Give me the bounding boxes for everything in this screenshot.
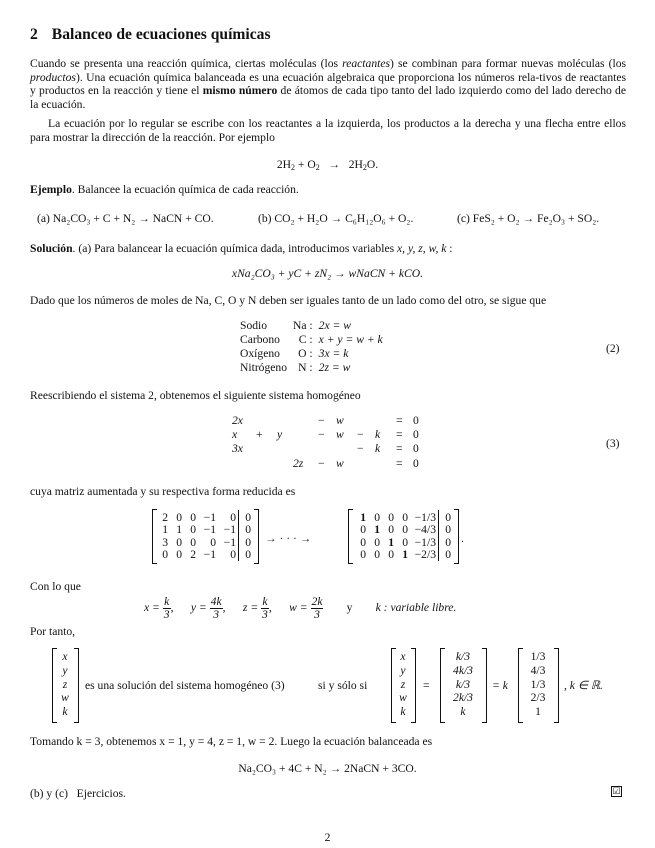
system-cell: 0: [413, 442, 419, 456]
vector-entry: k/3: [455, 650, 471, 663]
system-row: [0, 414, 655, 428]
system-cell: −: [357, 442, 364, 456]
fraction-numerator: 4k: [210, 595, 222, 608]
matrix-entry: 0: [388, 511, 394, 524]
system-row: [0, 442, 655, 456]
solucion-statement: [30, 242, 626, 256]
vector-column: [55, 650, 75, 719]
matrix-entry: 0: [374, 511, 380, 524]
matrix-entry: 0: [176, 511, 182, 524]
matrix-entry: 0: [245, 535, 251, 549]
element-name: Nitrógeno: [240, 361, 288, 375]
solucion-colon: :: [446, 242, 453, 255]
matrix-column: [354, 511, 366, 560]
eq-term: O.: [366, 158, 379, 171]
system-cell: x: [232, 428, 238, 442]
element-row: [237, 333, 386, 347]
vector-entry: z: [400, 677, 406, 691]
system-cell: k: [375, 442, 381, 456]
matrix-column: [168, 511, 182, 560]
intro-paragraph: [30, 57, 626, 111]
ejemplo-text: . Balancee la ecuación química de cada reacción.: [71, 183, 299, 196]
matrix-entry: 3: [162, 535, 168, 549]
vector-column: [394, 650, 412, 719]
matrix-entry: −1: [203, 547, 216, 561]
eq-term: 2H: [348, 158, 363, 171]
bracket-left: [152, 509, 157, 564]
system-row: [0, 428, 655, 442]
vector-entry: 2/3: [530, 691, 546, 705]
vector-entry: 1/3: [530, 677, 546, 691]
page-number: 2: [324, 831, 331, 844]
system-cell: 2x: [232, 414, 243, 427]
problem-a: (a) Na₂CO₃ + C + N₂ → NaCN + CO.: [37, 212, 214, 225]
matrix-entry: 0: [445, 523, 451, 537]
sol-conjunction: y: [346, 601, 353, 615]
qed-checkbox-icon: ☑: [612, 786, 621, 796]
vector-text-2: si y sólo si: [318, 679, 368, 692]
system-cell: =: [396, 442, 403, 456]
matrix-entry: 0: [176, 547, 182, 561]
term-mismo-numero: mismo número: [202, 84, 278, 98]
matrix-entry: 1: [374, 523, 380, 537]
bracket-right: [482, 648, 487, 723]
system-cell: 3x: [232, 442, 243, 456]
solucion-text: . (a) Para balancear la ecuación química dada, introducimos variables: [72, 242, 398, 255]
matrix-entry: 0: [402, 511, 408, 524]
vector-entry: 4k/3: [453, 663, 473, 677]
matrix-column: [408, 511, 436, 560]
bc-exercises: (b) y (c) Ejercicios.: [30, 787, 126, 800]
system-cell: =: [396, 414, 403, 427]
fraction-numerator: 2k: [311, 595, 323, 608]
matrix-entry: 1: [162, 523, 168, 537]
eq-subscript: 2: [290, 163, 295, 172]
vector-entry: x: [400, 650, 406, 663]
matrix-column: [216, 511, 236, 560]
sol-y-fraction: [210, 596, 223, 621]
eq-arrow: →: [328, 158, 341, 171]
intro-text-4: de átomos de cada tipo tanto del lado izquierdo como del lado derecho de la ecuación.: [30, 84, 626, 111]
matrix-column: [182, 511, 196, 560]
element-row: [237, 347, 386, 361]
bracket-right: [254, 509, 259, 564]
system-cell: w: [336, 456, 344, 470]
matrix-entry: 0: [374, 547, 380, 561]
system-cell: −: [318, 428, 325, 442]
fraction-numerator: k: [262, 595, 268, 608]
vector-text-1: es una solución del sistema homogéneo (3): [85, 679, 285, 692]
vector-entry: k/3: [455, 677, 471, 691]
system-cell: 2z: [293, 456, 304, 470]
system-cell: −: [357, 428, 364, 442]
matrix-period: .: [461, 532, 464, 545]
vector-column: [443, 650, 483, 719]
matrix-column: [158, 511, 168, 560]
vector-entry: y: [62, 663, 68, 677]
vector-entry: w: [61, 691, 69, 705]
system-cell: −: [318, 414, 325, 427]
element-system: [237, 319, 386, 375]
fraction-denominator: 3: [163, 608, 170, 621]
balanced-equation: Na₂CO₃ + 4C + N₂ → 2NaCN + 3CO.: [238, 762, 417, 775]
matrix-column: [238, 511, 251, 560]
eq-term: 2H: [276, 158, 291, 171]
matrix-entry: 0: [388, 547, 394, 561]
system-cell: w: [336, 414, 344, 427]
element-symbol: Na :: [293, 319, 313, 333]
vector-domain: , k ∈ ℝ.: [564, 679, 603, 692]
element-name: Sodio: [240, 319, 268, 333]
matrix-entry: 0: [230, 547, 236, 561]
vector-entry: 1/3: [530, 650, 546, 663]
system-cell: −: [318, 456, 325, 470]
bracket-left: [348, 509, 353, 564]
matrix-entry: 0: [210, 535, 216, 549]
vector-entry: k: [62, 705, 68, 719]
matrix-entry: −4/3: [414, 523, 436, 537]
element-row: [237, 319, 386, 333]
vector-entry: 1: [535, 705, 541, 719]
matrix-entry: 1: [360, 511, 366, 524]
solucion-vars: x, y, z, w, k: [397, 242, 447, 255]
matrix-entry: −1: [223, 523, 236, 537]
matrix-entry: 1: [176, 523, 182, 537]
system-row: [0, 457, 655, 471]
matrix-entry: 0: [190, 535, 196, 549]
system-cell: k: [375, 428, 381, 442]
matrix-entry: 0: [360, 547, 366, 561]
matrix-entry: 0: [245, 547, 251, 561]
problem-b: (b) CO₂ + H₂O → C₆H₁₂O₆ + O₂.: [258, 212, 414, 225]
matrix-paragraph: cuya matriz aumentada y su respectiva forma reducida es: [30, 485, 296, 498]
bracket-right: [74, 648, 79, 723]
matrix-entry: 0: [360, 523, 366, 537]
system-cell: w: [336, 428, 344, 442]
element-equation: 2x = w: [318, 319, 351, 333]
ejemplo-statement: [30, 183, 626, 197]
matrix-entry: −1/3: [414, 535, 436, 549]
vector-entry: x: [62, 650, 68, 663]
solution-values: x = $\frac{k}{3}$ , y = $\frac{4k}{3}$ , z = $\frac{k}{3}$ , w = $\frac{2k}{3}$ y k : variable libre.: [144, 595, 457, 621]
intro-text-1: Cuando se presenta una reacción química, ciertas moléculas (los: [30, 57, 343, 70]
fraction-denominator: 3: [213, 608, 220, 621]
sol-w-fraction: [311, 596, 324, 621]
matrix-entry: 0: [445, 547, 451, 561]
matrix-entry: 0: [445, 535, 451, 549]
matrix-entry: 0: [176, 535, 182, 549]
matrix-entry: −2/3: [414, 547, 436, 561]
system-cell: y: [277, 428, 283, 442]
matrix-column: [394, 511, 408, 560]
sol-w-lhs: w =: [289, 601, 308, 615]
matrix-entry: 2: [190, 547, 196, 561]
matrix-entry: 0: [230, 511, 236, 524]
matrix-entry: 0: [245, 523, 251, 537]
system-cell: 0: [413, 428, 419, 442]
vector-equals: =: [423, 679, 430, 692]
reduction-arrow: → · · · →: [265, 532, 312, 545]
matrix-entry: 0: [388, 523, 394, 537]
matrix-entry: 0: [245, 511, 251, 524]
example-equation: [0, 158, 655, 172]
term-reactantes: reactantes: [342, 57, 390, 70]
matrix-column: [366, 511, 380, 560]
matrix-column: [438, 511, 451, 560]
vector-entry: y: [400, 663, 406, 677]
portanto-paragraph: Por tanto,: [30, 625, 76, 638]
vector-entry: k: [400, 705, 406, 719]
matrix-entry: 0: [190, 511, 196, 524]
vector-solution: [0, 648, 655, 724]
matrix-entry: 1: [402, 547, 408, 561]
bracket-right: [454, 509, 459, 564]
tomando-paragraph: Tomando k = 3, obtenemos x = 1, y = 4, z = 1, w = 2. Luego la ecuación balanceada es: [30, 735, 433, 748]
matrix-entry: 1: [388, 535, 394, 549]
matrix-column: [196, 511, 216, 560]
vector-entry: w: [399, 691, 407, 705]
sol-x-lhs: x =: [144, 601, 160, 615]
element-symbol: N :: [298, 361, 313, 375]
eq-plus: +: [297, 158, 305, 171]
moles-paragraph: Dado que los números de moles de Na, C, O y N deben ser iguales tanto de un lado como del otro, se sigue que: [30, 294, 547, 307]
variable-equation: xNa₂CO₃ + yC + zN₂ → wNaCN + kCO.: [231, 267, 424, 280]
vector-entry: k: [460, 705, 466, 719]
matrix-entry: 0: [360, 535, 366, 549]
term-productos: productos: [30, 70, 76, 84]
matrix-entry: 0: [402, 523, 408, 537]
bracket-right: [411, 648, 416, 723]
bracket-right: [554, 648, 559, 723]
sol-z-fraction: [261, 596, 269, 621]
matrix-column: [380, 511, 394, 560]
system-cell: 0: [413, 456, 419, 470]
sol-x-fraction: [163, 596, 171, 621]
system-cell: 0: [413, 414, 419, 427]
section-number: 2: [30, 26, 38, 43]
eq-subscript: 2: [315, 163, 320, 172]
matrix-entry: −1: [203, 523, 216, 537]
matrix-entry: 0: [190, 523, 196, 537]
section-title-text: Balanceo de ecuaciones químicas: [51, 26, 271, 43]
matrix-entry: −1/3: [414, 511, 436, 524]
vector-entry: 2k/3: [453, 691, 473, 705]
vector-equals-k: = k: [492, 679, 508, 692]
sol-z-lhs: z =: [242, 601, 259, 615]
matrix-entry: 0: [374, 535, 380, 549]
section-title: [30, 26, 271, 44]
fraction-denominator: 3: [262, 608, 268, 621]
element-row: [237, 361, 386, 375]
fraction-denominator: 3: [314, 608, 320, 621]
matrix-entry: 0: [445, 511, 451, 524]
matrix-entry: 2: [162, 511, 168, 524]
system-cell: =: [396, 456, 403, 470]
equation-number-2: (2): [606, 342, 620, 355]
intro-text-2: ) se combinan para formar nuevas moléculas (los: [390, 57, 627, 70]
matrix-entry: −1: [223, 535, 236, 549]
element-equation: x + y = w + k: [318, 333, 383, 347]
sol-y-lhs: y =: [190, 601, 207, 615]
conlo-paragraph: Con lo que: [30, 580, 81, 593]
eq-term: O: [307, 158, 316, 171]
intro-text-3: ). Una ecuación química balanceada es una ecuación algebraica que proporciona los números rela-tivos de reactantes y productos en la reacción y tiene el: [30, 70, 626, 98]
matrix-entry: 0: [402, 535, 408, 549]
solucion-label: Solución: [30, 242, 73, 255]
equation-number-3: (3): [606, 437, 620, 450]
element-symbol: C :: [298, 333, 313, 347]
matrix-reduction: [0, 509, 655, 571]
ejemplo-label: Ejemplo: [30, 183, 72, 196]
element-name: Oxígeno: [240, 347, 280, 361]
rewrite-paragraph: Reescribiendo el sistema 2, obtenemos el siguiente sistema homogéneo: [30, 389, 361, 402]
system-cell: =: [396, 428, 403, 442]
vector-column: [521, 650, 555, 719]
eq-subscript: 2: [362, 163, 367, 172]
element-symbol: O :: [298, 347, 313, 361]
element-name: Carbono: [240, 333, 280, 347]
vector-entry: 4/3: [530, 663, 546, 677]
element-equation: 2z = w: [318, 361, 351, 375]
fraction-numerator: k: [164, 595, 170, 608]
matrix-entry: −1: [203, 511, 216, 524]
element-equation: 3x = k: [318, 347, 349, 361]
matrix-entry: 0: [162, 547, 168, 561]
problem-c: (c) FeS₂ + O₂ → Fe₂O₃ + SO₂.: [457, 212, 600, 225]
reaction-direction-paragraph: La ecuación por lo regular se escribe con los reactantes a la izquierda, los productos a la derecha y una flecha entre ellos para mostrar la dirección de la reacción. Por ejemplo: [30, 117, 626, 144]
system-cell: +: [256, 428, 263, 442]
vector-entry: z: [62, 677, 68, 691]
homogeneous-system: [0, 414, 655, 474]
sol-free-variable: k : variable libre.: [375, 601, 457, 615]
